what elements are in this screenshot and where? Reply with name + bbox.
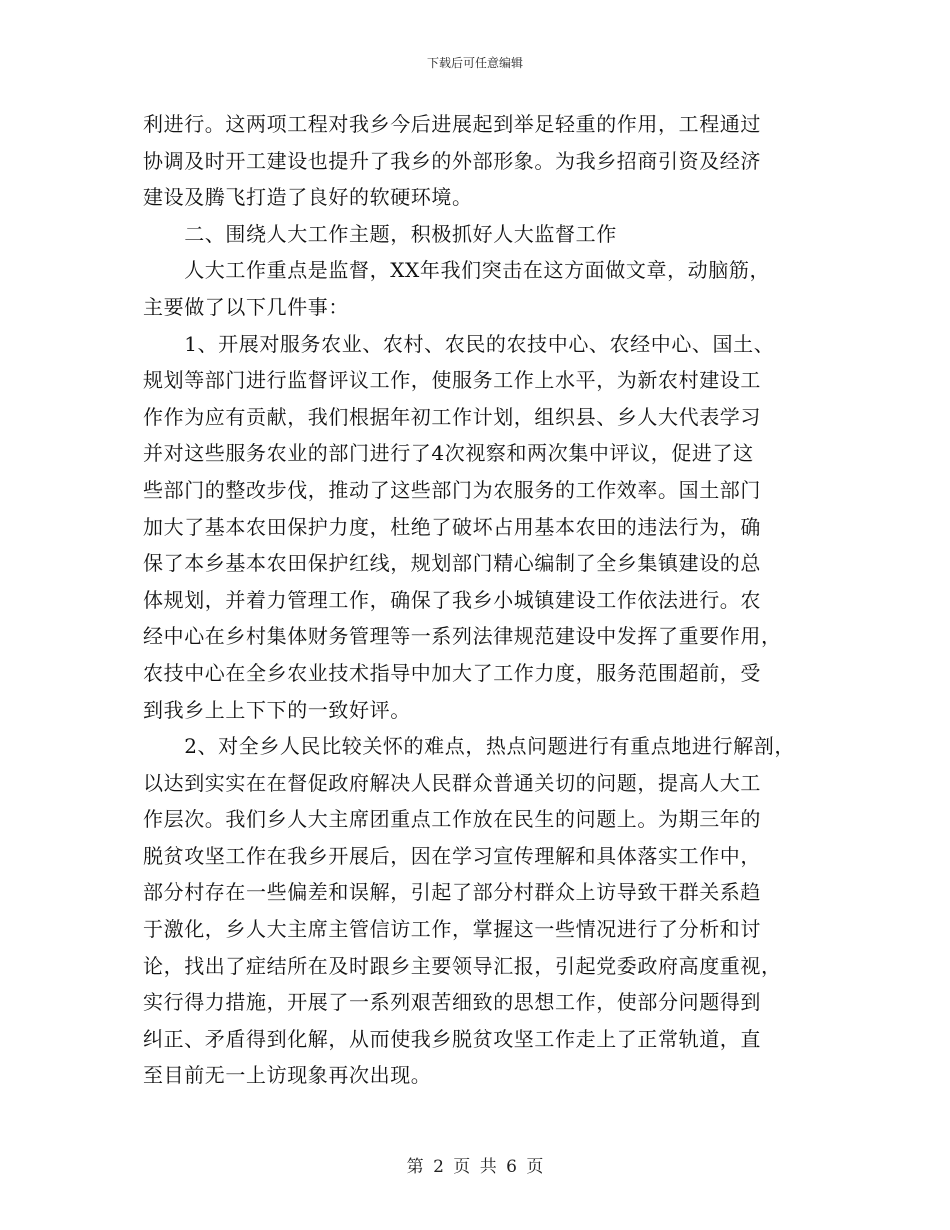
text-line: 加大了基本农田保护力度，杜绝了破坏占用基本农田的违法行为，确 — [143, 514, 761, 539]
text-line: 到我乡上上下下的一致好评。 — [143, 697, 411, 722]
text-line: 经中心在乡村集体财务管理等一系列法律规范建设中发挥了重要作用， — [143, 624, 782, 649]
text-line: 以达到实实在在督促政府解决人民群众普通关切的问题，提高人大工 — [143, 770, 761, 795]
text-line: 体规划，并着力管理工作，确保了我乡小城镇建设工作依法进行。农 — [143, 587, 761, 612]
text-line: 人大工作重点是监督，XX年我们突击在这方面做文章，动脑筋， — [143, 258, 771, 283]
document-body — [143, 106, 823, 1094]
text-line: 些部门的整改步伐，推动了这些部门为农服务的工作效率。国土部门 — [143, 477, 761, 502]
text-line: 纠正、矛盾得到化解，从而使我乡脱贫攻坚工作走上了正常轨道，直 — [143, 1026, 761, 1051]
text-line: 建设及腾飞打造了良好的软硬环境。 — [143, 185, 473, 210]
text-line: 1、开展对服务农业、农村、农民的农技中心、农经中心、国土、 — [143, 331, 775, 356]
text-line: 脱贫攻坚工作在我乡开展后，因在学习宣传理解和具体落实工作中， — [143, 843, 761, 868]
text-line: 并对这些服务农业的部门进行了4次视察和两次集中评议，促进了这 — [143, 441, 754, 466]
section-heading: 二、围绕人大工作主题，积极抓好人大监督工作 — [143, 221, 617, 246]
page-number-footer: 第 2 页 共 6 页 — [406, 1157, 544, 1177]
text-line: 部分村存在一些偏差和误解，引起了部分村群众上访导致干群关系趋 — [143, 880, 761, 905]
text-line: 规划等部门进行监督评议工作，使服务工作上水平，为新农村建设工 — [143, 368, 761, 393]
text-line: 利进行。这两项工程对我乡今后进展起到举足轻重的作用，工程通过 — [143, 112, 761, 136]
text-line: 作层次。我们乡人大主席团重点工作放在民生的问题上。为期三年的 — [143, 807, 761, 832]
text-line: 2、对全乡人民比较关怀的难点，热点问题进行有重点地进行解剖， — [143, 734, 795, 759]
text-line: 协调及时开工建设也提升了我乡的外部形象。为我乡招商引资及经济 — [143, 148, 761, 173]
text-line: 至目前无一上访现象再次出现。 — [143, 1063, 432, 1088]
text-line: 于激化，乡人大主席主管信访工作，掌握这一些情况进行了分析和讨 — [143, 917, 761, 942]
text-line: 主要做了以下几件事： — [143, 294, 349, 319]
text-line: 实行得力措施，开展了一系列艰苦细致的思想工作，使部分问题得到 — [143, 990, 761, 1015]
text-line: 论，找出了症结所在及时跟乡主要领导汇报，引起党委政府高度重视， — [143, 953, 782, 978]
page-header: 下载后可任意编辑 — [426, 56, 523, 70]
text-line: 农技中心在全乡农业技术指导中加大了工作力度，服务范围超前，受 — [143, 660, 761, 685]
text-line: 保了本乡基本农田保护红线，规划部门精心编制了全乡集镇建设的总 — [143, 551, 761, 576]
text-line: 作作为应有贡献，我们根据年初工作计划，组织县、乡人大代表学习 — [143, 404, 761, 429]
